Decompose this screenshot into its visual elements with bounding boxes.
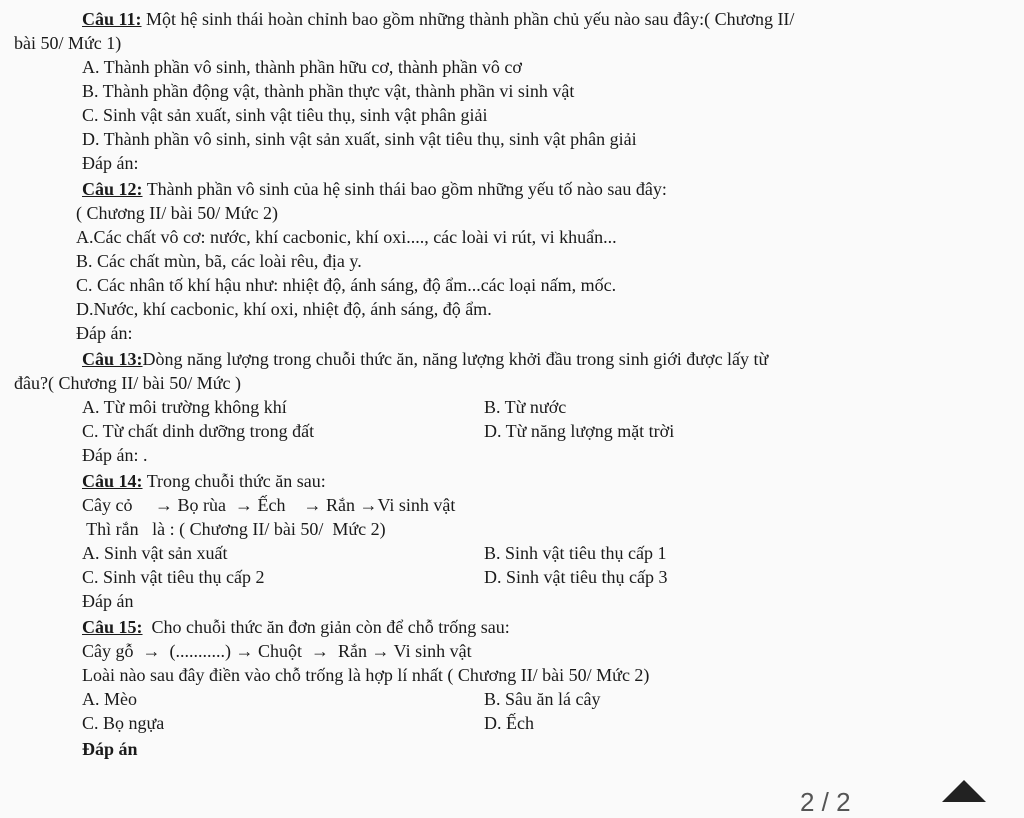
q11-option-a: A. Thành phần vô sinh, thành phần hữu cơ, thành phần vô cơ	[82, 57, 522, 77]
q15-option-b: B. Sâu ăn lá cây	[484, 689, 601, 709]
q14-cont: Thì rắn là : ( Chương II/ bài 50/ Mức 2)	[82, 519, 386, 539]
q13-answer: Đáp án: .	[82, 445, 148, 465]
q11-text: Một hệ sinh thái hoàn chỉnh bao gồm những thành phần chủ yếu nào sau đây:( Chương II/	[141, 9, 795, 29]
q13-option-b: B. Từ nước	[484, 397, 567, 417]
q13-option-a: A. Từ môi trường không khí	[82, 397, 287, 417]
scroll-up-icon[interactable]	[942, 780, 986, 802]
q14-answer: Đáp án	[82, 591, 134, 611]
q13-option-d: D. Từ năng lượng mặt trời	[484, 421, 675, 441]
q15-option-c: C. Bọ ngựa	[82, 713, 165, 733]
q12-option-b: B. Các chất mùn, bã, các loài rêu, địa y.	[76, 251, 362, 271]
q15-label: Câu 15:	[82, 617, 143, 637]
q12-option-d: D.Nước, khí cacbonic, khí oxi, nhiệt độ, ánh sáng, độ ẩm.	[76, 299, 492, 319]
q11-label: Câu 11:	[82, 9, 142, 29]
q12-text: Thành phần vô sinh của hệ sinh thái bao gồm những yếu tố nào sau đây:	[142, 179, 667, 199]
q12-option-a: A.Các chất vô cơ: nước, khí cacbonic, khí oxi...., các loài vi rút, vi khuẩn...	[76, 227, 617, 247]
q14-option-b: B. Sinh vật tiêu thụ cấp 1	[484, 543, 667, 563]
q15-answer: Đáp án	[82, 739, 138, 759]
q14-text: Trong chuỗi thức ăn sau:	[142, 471, 326, 491]
q13-option-c: C. Từ chất dinh dưỡng trong đất	[82, 421, 315, 441]
q15-cont: Loài nào sau đây điền vào chỗ trống là hợp lí nhất ( Chương II/ bài 50/ Mức 2)	[82, 665, 650, 685]
q15-stem	[82, 616, 510, 638]
q11-stem	[82, 8, 794, 30]
q13-stem	[82, 348, 768, 370]
q11-cont: bài 50/ Mức 1)	[14, 33, 122, 53]
page-indicator: 2 / 2	[800, 787, 851, 817]
q15-chain: Cây gỗ → (...........) → Chuột → Rắn → Vi sinh vật	[82, 641, 472, 661]
q11-option-d: D. Thành phần vô sinh, sinh vật sản xuất, sinh vật tiêu thụ, sinh vật phân giải	[82, 129, 637, 149]
q13-cont: đâu?( Chương II/ bài 50/ Mức )	[14, 373, 241, 393]
q12-answer: Đáp án:	[76, 323, 133, 343]
q12-option-c: C. Các nhân tố khí hậu như: nhiệt độ, ánh sáng, độ ẩm...các loại nấm, mốc.	[76, 275, 617, 295]
q14-label: Câu 14:	[82, 471, 143, 491]
q11-option-c: C. Sinh vật sản xuất, sinh vật tiêu thụ, sinh vật phân giải	[82, 105, 488, 125]
q12-label: Câu 12:	[82, 179, 143, 199]
q13-text: Dòng năng lượng trong chuỗi thức ăn, năng lượng khởi đầu trong sinh giới được lấy từ	[142, 349, 769, 369]
q13-label: Câu 13:	[82, 349, 143, 369]
q14-chain: Cây cỏ → Bọ rùa → Ếch → Rắn →Vi sinh vật	[82, 495, 456, 515]
q15-text: Cho chuỗi thức ăn đơn giản còn để chỗ trống sau:	[142, 617, 510, 637]
q14-stem	[82, 470, 326, 492]
q11-option-b: B. Thành phần động vật, thành phần thực vật, thành phần vi sinh vật	[82, 81, 575, 101]
q14-option-c: C. Sinh vật tiêu thụ cấp 2	[82, 567, 265, 587]
q15-option-d: D. Ếch	[484, 713, 534, 733]
q14-option-d: D. Sinh vật tiêu thụ cấp 3	[484, 567, 668, 587]
q14-option-a: A. Sinh vật sản xuất	[82, 543, 228, 563]
q12-cont: ( Chương II/ bài 50/ Mức 2)	[76, 203, 278, 223]
q11-answer: Đáp án:	[82, 153, 139, 173]
q15-option-a: A. Mèo	[82, 689, 137, 709]
q12-stem	[82, 178, 667, 200]
